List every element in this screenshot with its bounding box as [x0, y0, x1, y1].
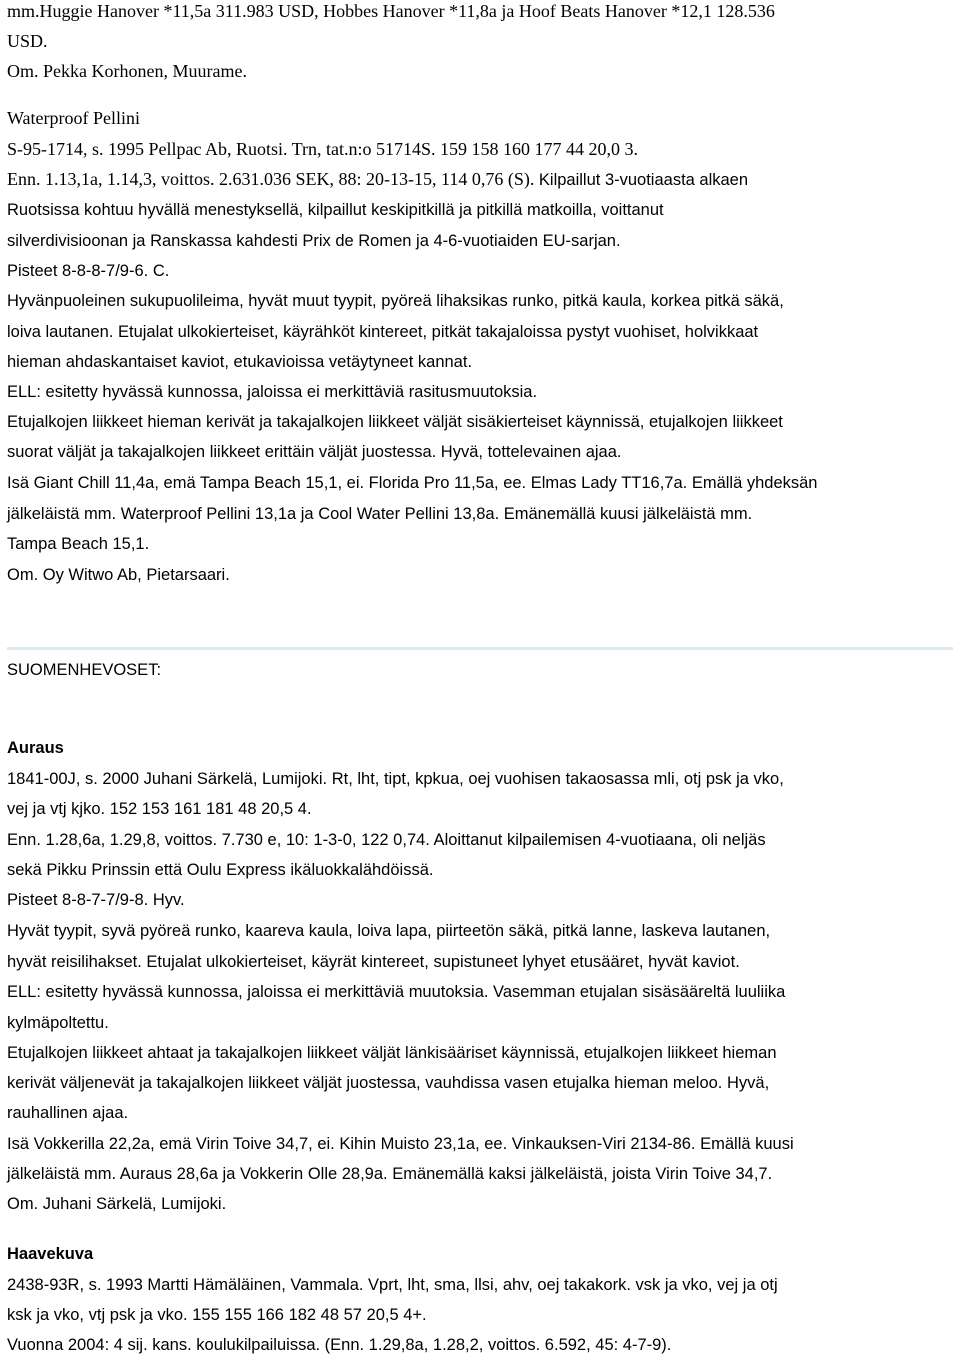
- section-heading: SUOMENHEVOSET:: [7, 661, 162, 679]
- text-line: Isä Vokkerilla 22,2a, emä Virin Toive 34,7, ei. Kihin Muisto 23,1a, ee. Vinkauksen-Viri 2134-86. Emällä kuusi: [7, 1135, 794, 1153]
- text-line: kerivät väljenevät ja takajalkojen liikkeet väljät juostessa, vauhdissa vasen etujalka hieman meloo. Hyvä,: [7, 1074, 770, 1092]
- text-line: jälkeläistä mm. Auraus 28,6a ja Vokkerin Olle 28,9a. Emänemällä kaksi jälkeläistä, joista Virin Toive 34,7.: [7, 1165, 773, 1183]
- text-line: Isä Giant Chill 11,4a, emä Tampa Beach 15,1, ei. Florida Pro 11,5a, ee. Elmas Lady TT16,7a. Emällä yhdeksän: [7, 474, 818, 492]
- text-line: 1841-00J, s. 2000 Juhani Särkelä, Lumijoki. Rt, lht, tipt, kpkua, oej vuohisen takaosassa mli, otj psk ja vko,: [7, 770, 784, 788]
- text-line: hieman ahdaskantaiset kaviot, etukavioissa vetäytyneet kannat.: [7, 353, 473, 371]
- text-line: kylmäpoltettu.: [7, 1014, 109, 1032]
- text-line: vej ja vtj kjko. 152 153 161 181 48 20,5 4.: [7, 800, 312, 818]
- text-line: ELL: esitetty hyvässä kunnossa, jaloissa ei merkittäviä muutoksia. Vasemman etujalan sisäsääreltä luuliika: [7, 983, 786, 1001]
- text-line: Pisteet 8-8-8-7/9-6. C.: [7, 262, 170, 280]
- text-line: jälkeläistä mm. Waterproof Pellini 13,1a ja Cool Water Pellini 13,8a. Emänemällä kuusi jälkeläistä mm.: [7, 505, 753, 523]
- text-line: suorat väljät ja takajalkojen liikkeet erittäin väljät juostessa. Hyvä, tottelevainen ajaa.: [7, 443, 622, 461]
- text-segment: Enn. 1.13,1a, 1.14,3, voittos. 2.631.036 SEK, 88: 20-13-15, 114 0,76 (S).: [7, 169, 535, 189]
- text-line: ksk ja vko, vtj psk ja vko. 155 155 166 182 48 57 20,5 4+.: [7, 1306, 427, 1324]
- section-divider: [7, 647, 953, 650]
- horse-name-auraus: Auraus: [7, 739, 64, 757]
- text-line: loiva lautanen. Etujalat ulkokierteiset, käyrähköt kintereet, pitkät takajaloissa pystyt vuohiset, holvikkaat: [7, 323, 759, 341]
- text-line: Pisteet 8-8-7-7/9-8. Hyv.: [7, 891, 185, 909]
- text-line: silverdivisioonan ja Ranskassa kahdesti Prix de Romen ja 4-6-vuotiaiden EU-sarjan.: [7, 232, 621, 250]
- text-line: 2438-93R, s. 1993 Martti Hämäläinen, Vammala. Vprt, lht, sma, llsi, ahv, oej takakork. vsk ja vko, vej ja otj: [7, 1276, 778, 1294]
- text-line: USD.: [7, 31, 48, 51]
- text-line: Ruotsissa kohtuu hyvällä menestyksellä, kilpaillut keskipitkillä ja pitkillä matkoilla, voittanut: [7, 201, 664, 219]
- text-line: S-95-1714, s. 1995 Pellpac Ab, Ruotsi. Trn, tat.n:o 51714S. 159 158 160 177 44 20,0 3.: [7, 139, 639, 159]
- text-segment: Kilpaillut 3-vuotiaasta alkaen: [534, 171, 749, 189]
- text-line: Enn. 1.28,6a, 1.29,8, voittos. 7.730 e, 10: 1-3-0, 122 0,74. Aloittanut kilpailemisen 4-vuotiaana, oli neljäs: [7, 831, 766, 849]
- text-line: hyvät reisilihakset. Etujalat ulkokierteiset, käyrät kintereet, supistuneet lyhyet etusääret, hyvät kaviot.: [7, 953, 740, 971]
- text-line: rauhallinen ajaa.: [7, 1104, 129, 1122]
- owner-line: Om. Oy Witwo Ab, Pietarsaari.: [7, 566, 230, 584]
- text-line: Etujalkojen liikkeet hieman kerivät ja takajalkojen liikkeet väljät sisäkierteiset käynnissä, etujalkojen liikkeet: [7, 413, 783, 431]
- text-line: Etujalkojen liikkeet ahtaat ja takajalkojen liikkeet väljät länkisääriset käynnissä, etujalkojen liikkeet hieman: [7, 1044, 777, 1062]
- text-line: mm.Huggie Hanover *11,5a 311.983 USD, Hobbes Hanover *11,8a ja Hoof Beats Hanover *12,1 128.536: [7, 1, 775, 21]
- text-line: Tampa Beach 15,1.: [7, 535, 150, 553]
- text-line: Vuonna 2004: 4 sij. kans. koulukilpailuissa. (Enn. 1.29,8a, 1.28,2, voittos. 6.592, 45: 4-7-9).: [7, 1336, 672, 1354]
- horse-name-haavekuva: Haavekuva: [7, 1245, 94, 1263]
- text-line: ELL: esitetty hyvässä kunnossa, jaloissa ei merkittäviä rasitusmuutoksia.: [7, 383, 538, 401]
- owner-line: Om. Juhani Särkelä, Lumijoki.: [7, 1195, 227, 1213]
- text-line: Hyvät tyypit, syvä pyöreä runko, kaareva kaula, loiva lapa, piirteetön säkä, pitkä lanne, laskeva lautanen,: [7, 922, 771, 940]
- text-line: [7, 168, 748, 190]
- text-line: sekä Pikku Prinssin että Oulu Express ikäluokkalähdöissä.: [7, 861, 434, 879]
- text-line: Hyvänpuoleinen sukupuolileima, hyvät muut tyypit, pyöreä lihaksikas runko, pitkä kaula, korkea pitkä säkä,: [7, 292, 784, 310]
- horse-name-waterproof-pellini: Waterproof Pellini: [7, 108, 141, 128]
- owner-line: Om. Pekka Korhonen, Muurame.: [7, 61, 247, 81]
